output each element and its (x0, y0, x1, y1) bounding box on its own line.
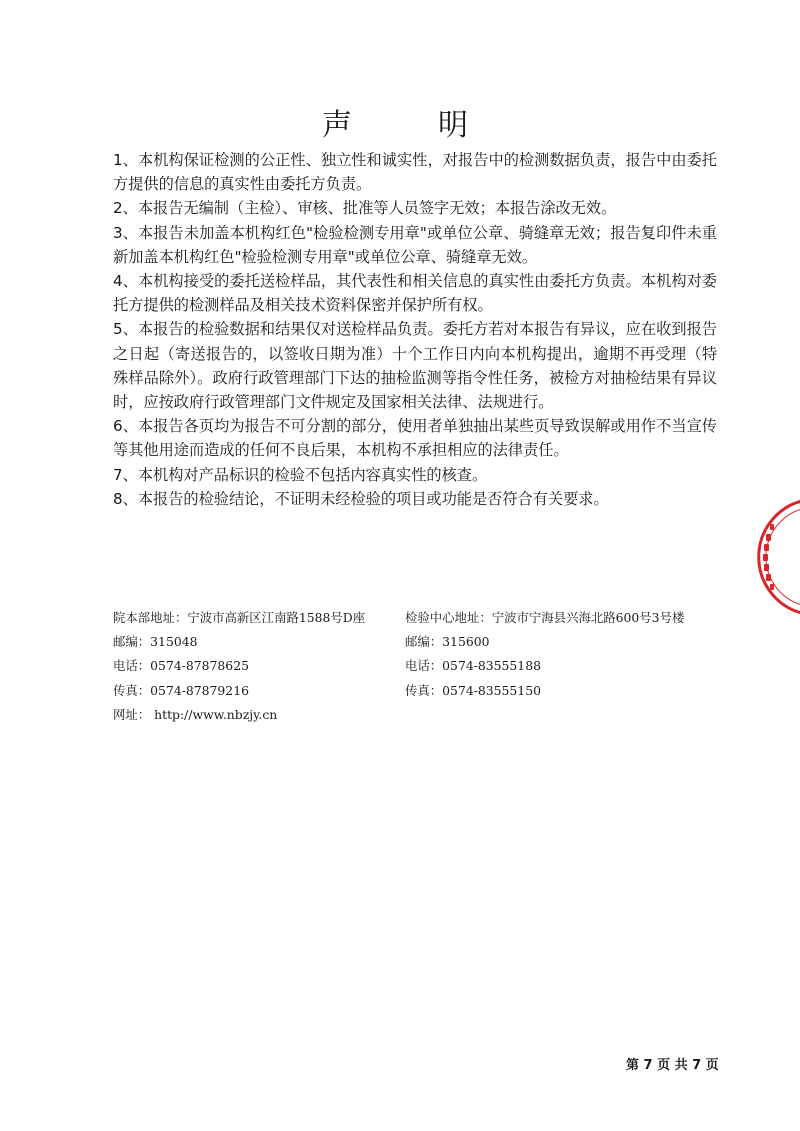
head-office-fax: 传真：0574-87879216 (113, 682, 249, 698)
clause-2: 2、本报告无编制（主检）、审核、批准等人员签字无效；本报告涂改无效。 (113, 199, 617, 218)
seam-seal-icon (746, 494, 800, 620)
contact-row-fax (113, 679, 733, 703)
clause-3: 3、本报告未加盖本机构红色"检验检测专用章"或单位公章、骑缝章无效；报告复印件未重新加盖本机构红色"检验检测专用章"或单位公章、骑缝章无效。 (113, 223, 717, 266)
contact-row-phone (113, 654, 733, 678)
clause-6: 6、本报告各页均为报告不可分割的部分，使用者单独抽出某些页导致误解或用作不当宣传等其他用途而造成的任何不良后果，本机构不承担相应的法律责任。 (113, 417, 717, 460)
test-center-fax: 传真：0574-83555150 (405, 682, 541, 698)
page-number: 第 7 页 共 7 页 (626, 1058, 719, 1073)
contact-row-address (113, 606, 733, 630)
test-center-address: 检验中心地址：宁波市宁海县兴海北路600号3号楼 (405, 610, 685, 625)
clause-5: 5、本报告的检验数据和结果仅对送检样品负责。委托方若对本报告有异议，应在收到报告之日起（寄送报告的，以签收日期为准）十个工作日内向本机构提出，逾期不再受理（特殊样品除外）。政府行政管理部门下达的抽检监测等指令性任务，被检方对抽检结果有异议时，应按政府行政管理部门文件规定及国家相关法律、法规进行。 (113, 320, 717, 412)
statement-clauses (113, 148, 717, 511)
head-office-postcode: 邮编：315048 (113, 634, 198, 650)
clause-1: 1、本机构保证检测的公正性、独立性和诚实性，对报告中的检测数据负责，报告中由委托方提供的信息的真实性由委托方负责。 (113, 151, 717, 194)
clause-8: 8、本报告的检验结论，不证明未经检验的项目或功能是否符合有关要求。 (113, 489, 609, 508)
contact-info (113, 606, 733, 727)
clause-4: 4、本机构接受的委托送检样品，其代表性和相关信息的真实性由委托方负责。本机构对委托方提供的检测样品及相关技术资料保密并保护所有权。 (113, 272, 717, 315)
head-office-phone: 电话：0574-87878625 (113, 658, 249, 674)
test-center-phone: 电话：0574-83555188 (405, 658, 541, 674)
head-office-address: 院本部地址：宁波市高新区江南路1588号D座 (113, 610, 366, 625)
seam-seal-stamp (746, 494, 800, 620)
clause-7: 7、本机构对产品标识的检验不包括内容真实性的核查。 (113, 465, 488, 484)
head-office-website: 网址： http://www.nbzjy.cn (113, 706, 278, 722)
page-title: 声 明 (322, 108, 496, 143)
contact-row-postcode (113, 630, 733, 654)
contact-row-website (113, 703, 733, 727)
test-center-postcode: 邮编：315600 (405, 634, 490, 650)
